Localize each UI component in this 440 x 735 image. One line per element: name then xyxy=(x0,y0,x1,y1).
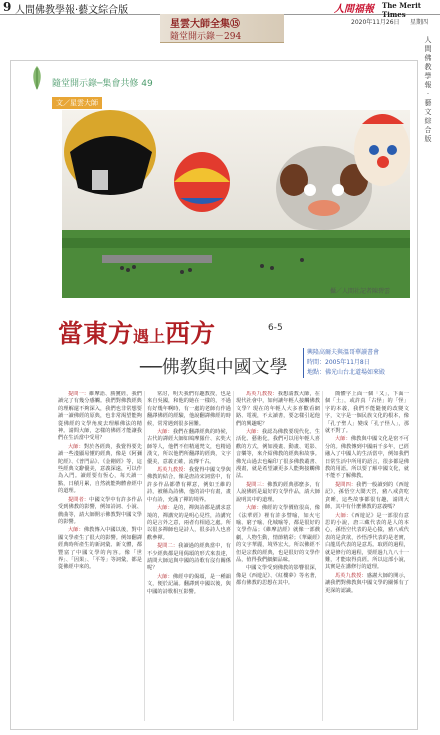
speaker-label: 提問三： xyxy=(246,481,268,488)
banner-title: 星雲大師全集⑮ xyxy=(170,19,240,30)
paragraph-text: 佛經的文學價值很高，像《法華經》裡有許多譬喻，如火宅喻、窮子喻、化城喻等，都是很好的文學作品；《維摩詰經》就像一部戲劇，人物生動，情節精彩；《華嚴經》的文字華麗，境界宏大。所以佛經不但是宗教的經典，也是很好的文學作品，值得我們細細品味。 xyxy=(236,505,320,563)
paragraph-text: 中國文學受到佛教的影響很深，像是《西遊記》、《紅樓夢》等名著，都有佛教的思想在其中。 xyxy=(236,565,320,587)
paragraph-text: 感謝大師的開示，讓我們對佛教與中國文學的關係有了更深的認識。 xyxy=(325,572,409,594)
speaker-label: 大師： xyxy=(246,505,262,512)
article-body xyxy=(58,391,410,721)
paragraph xyxy=(325,513,409,572)
text-column-1 xyxy=(58,391,142,721)
photo-caption: 攝／人間社記者陳碧雲 xyxy=(330,288,391,295)
side-strip-char: 藝 xyxy=(424,99,432,107)
paragraph xyxy=(147,429,231,466)
paragraph xyxy=(147,467,231,504)
paragraph xyxy=(325,391,409,435)
speaker-label: 大師： xyxy=(246,429,262,436)
source-line: 興隆高爾夫與溫哥華讀書會 xyxy=(307,349,380,356)
paragraph xyxy=(58,497,142,527)
side-strip xyxy=(422,36,434,716)
text-column-4 xyxy=(325,391,409,721)
speaker-label: 提問者： xyxy=(68,496,90,503)
speaker-label: 馬英九教授： xyxy=(246,391,278,397)
side-strip-char: 報 xyxy=(424,81,432,89)
paragraph-text: 維摩語、勝鬘經，我們讀完了有幾分感觸。我們對佛教經典的理解還不夠深入，我們也非常想要讀一讀佛經的原典，也非常渴望能夠從佛經的文學角度去理解佛法的精神。請問大師，怎樣的佛經才能讓我們在生活當中受用？ xyxy=(58,391,142,442)
banner-subtitle: 隨堂開示錄－294 xyxy=(170,32,242,42)
paragraph-text: 我覺得中國文學與佛教的結合，像是唐詩宋詞當中，有許多作品都帶有禪意，例如王維的詩，被稱為詩佛，他的詩中有畫，畫中有詩，充滿了禪的境界。 xyxy=(147,467,231,503)
side-strip-char: 版 xyxy=(424,135,432,143)
side-strip-char: 綜 xyxy=(424,117,432,125)
text-column-2 xyxy=(147,391,231,721)
leaf-ornament-icon xyxy=(30,64,44,92)
paragraph-text: 中國文學中有許多作品受到佛教的影響，例如詩詞、小說、戲曲等，請大師開示佛教對中國文學的影響。 xyxy=(58,496,142,525)
speaker-label: 大師： xyxy=(335,512,352,519)
page-number: 9 xyxy=(3,0,12,14)
paragraph-text: 是的，禪與詩都是講求意境的，禪講究的是明心見性，詩講究的是言外之意，兩者有相通之處。所以很多禪師也是詩人，很多詩人也喜歡參禪。 xyxy=(147,505,231,541)
paragraph xyxy=(236,429,320,481)
speaker-label: 提問二： xyxy=(157,543,179,550)
speaker-label: 馬英九教授： xyxy=(157,467,189,474)
speaker-label: 大師： xyxy=(335,436,351,443)
paragraph xyxy=(325,482,409,512)
balloon-colorful xyxy=(174,152,230,212)
paragraph xyxy=(236,391,320,428)
issue-date: 2020年11月26日 xyxy=(351,19,400,26)
text-column-3 xyxy=(236,391,320,721)
side-strip-char: ‧ xyxy=(426,90,430,98)
paragraph-text: 簡體字上面一個「又」，下面一個「土」，或許真「古怪」的「怪」字的本義，我們不能隨便的改變文字，文字是一個民族文化的根本，像「孔子聖人」變成「孔子怪人」，那就不對了。 xyxy=(325,391,409,435)
speaker-label: 大師： xyxy=(157,429,173,436)
speaker-label: 大師： xyxy=(68,443,84,450)
paragraph xyxy=(236,565,320,587)
paragraph-text: 我認為佛教要現代化、生活化、藝術化。我們可以用年輕人喜歡的方式，例如漫畫、動畫、電影、音樂等，來介紹佛教的經典和故事。佛光山過去也編印了很多佛教叢書、漫畫，就是希望讓更多人能夠接觸佛法。 xyxy=(236,429,320,480)
source-line: 時間：2005年11月8日 xyxy=(307,359,370,366)
paragraph xyxy=(236,505,320,564)
issue-weekday: 星期四 xyxy=(410,19,429,26)
paragraph-text: 我想請教大師，在現代社會中，如何讓年輕人接觸佛教文學？現在的年輕人大多喜歡看網路、電視，不太讀書，要怎樣引起他們的興趣呢？ xyxy=(236,391,320,427)
newspaper-logo-english: The Merit Times xyxy=(382,1,421,19)
side-strip-char: 人 xyxy=(424,36,432,44)
masthead xyxy=(0,0,440,19)
column-tag: 隨堂開示錄─集會共修 49 xyxy=(52,79,153,89)
speaker-label: 大師： xyxy=(68,527,84,534)
side-strip-char: 間 xyxy=(424,45,432,53)
paragraph-text: 我讀過的經典當中，有不少經典都是用偈頌的形式來表達，請問大師這與中國的詩歌有沒有關係呢？ xyxy=(147,543,231,572)
paragraph xyxy=(236,482,320,504)
serial-banner xyxy=(160,14,284,43)
paragraph xyxy=(58,527,142,571)
paragraph-text: 《西遊記》是一部很有意思的小說，唐三藏代表的是人的本心，孫悟空代表的是心猿，豬八戒代表的是貪欲，沙悟淨代表的是老實，白龍馬代表的是意馬。取經的過程，就是修行的過程，要經過九九八十一難，才能取得真經。所以這部小說，其實是在講修行的道理。 xyxy=(325,512,409,571)
paragraph-text: 我們一般讀到的《西遊記》，孫悟空大鬧天宮，豬八戒貪吃貪睡，這些故事都很有趣，請問大師，其中有什麼佛教的意義嗎？ xyxy=(325,481,409,511)
paragraph xyxy=(147,505,231,542)
paragraph-text: 常討，明天我們有趣教授，也是來自吳國，和他的她在一樣的，不過有好幾年啊時，有一處的老師有作過翻譯佛經的經驗，他說翻譯佛經的時候，常常遇到很多困難。 xyxy=(147,391,231,427)
paragraph xyxy=(147,391,231,428)
speaker-label: 大師： xyxy=(157,505,173,512)
source-line: 地點：佛光山台北道場如來殿 xyxy=(307,369,386,376)
paragraph xyxy=(325,573,409,595)
paragraph xyxy=(147,574,231,596)
newspaper-logo: 人間福報 xyxy=(334,4,374,15)
paragraph-text: 佛經中的偈頌，是一種韻文，便於記誦。翻譯到中國以後，與中國的詩歌相互影響。 xyxy=(147,573,231,595)
speaker-label: 馬英九教授： xyxy=(335,572,367,579)
paragraph-text: 佛教的經典那麼多，有人說佛經是最好的文學作品，請大師說明其中的道理。 xyxy=(236,481,320,503)
speaker-label: 大師： xyxy=(157,573,173,580)
balloon-black-gold xyxy=(64,110,156,195)
paragraph-text: 我們在翻譯經典的時候，古代的譯經大師如鳩摩羅什、玄奘大師等人，他們不但精通梵文，也精通漢文，所以他們所翻譯的經典，文字優美，意義正確，流傳千古。 xyxy=(147,429,231,465)
source-box xyxy=(303,348,385,378)
subtitle: ──佛教與中國文學 xyxy=(140,357,288,378)
paragraph-text: 佛教傳入中國以後，對中國文學產生了很大的影響。例如翻譯經典時所產生的新詞彙、新文體，都豐富了中國文學的內容。像「世界」、「因果」、「平等」等詞彙，都是從佛經中來的。 xyxy=(58,527,142,571)
side-strip-char: 文 xyxy=(424,108,432,116)
paragraph-text: 佛教與中國文化是密不可分的。佛教傳到中國兩千多年，已經融入了中國人的生活當中，例如我們日常生活中所用的語言，很多都是佛教的用語。所以要了解中國文化，就不能不了解佛教。 xyxy=(325,436,409,480)
balloon-clown xyxy=(354,114,410,186)
paragraph-text: 對於各經典，我覺得要先讀一些淺顯易懂的經典，像是《阿彌陀經》、《普門品》、《金剛經》等，這些經典文辭優美，意義深遠，可以作為入門。讀經要有恆心，每天讀一點，日積月累，自然就能夠體會經中的道理。 xyxy=(58,443,142,495)
side-strip-char: 合 xyxy=(424,126,432,134)
side-strip-char: 學 xyxy=(424,72,432,80)
series-number: 6-5 xyxy=(268,323,283,333)
author-badge: 文／星雲大師 xyxy=(52,97,102,109)
side-strip-char: 佛 xyxy=(424,54,432,62)
section-title: 人間佛教學報‧藝文綜合版 xyxy=(15,5,129,16)
headline: 當東方遇上西方 xyxy=(58,319,216,348)
speaker-label: 提問四： xyxy=(335,481,357,488)
paragraph xyxy=(147,543,231,573)
paragraph xyxy=(58,391,142,443)
paragraph xyxy=(58,444,142,496)
hot-air-balloon-photo xyxy=(62,110,410,298)
side-strip-char: 教 xyxy=(424,63,432,71)
speaker-label: 提問一： xyxy=(68,391,90,397)
paragraph xyxy=(325,436,409,480)
